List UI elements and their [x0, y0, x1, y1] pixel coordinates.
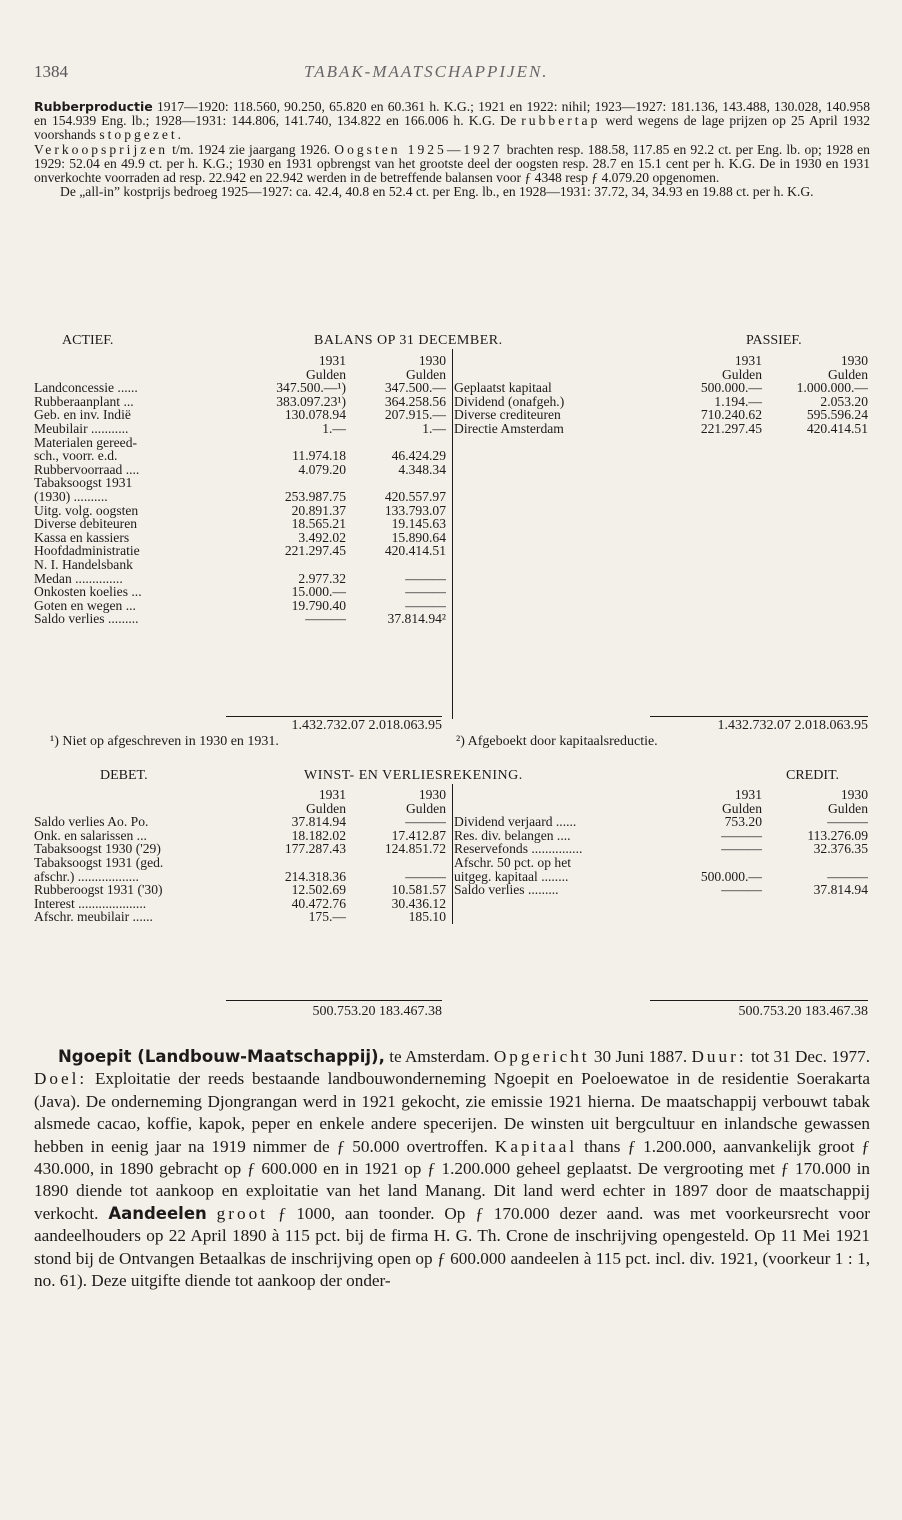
- value-1931: 18.565.21: [291, 516, 346, 532]
- cost-price-paragraph: De „all-in” kostprijs bedroeg 1925—1927: ca. 42.4, 40.8 en 52.4 ct. per Eng. lb., en 1928—1931: 37.72, 34, 34.93 en 19.88 ct. per h. K.G.: [60, 184, 814, 200]
- row-label: Tabaksoogst 1930 ('29): [34, 841, 161, 857]
- pl-debit-table: [34, 788, 446, 924]
- row-label: Saldo verlies .........: [454, 882, 559, 898]
- row-label: Dividend verjaard ......: [454, 814, 577, 830]
- value-1930: ———: [405, 570, 446, 586]
- row-label: Rubberoogst 1931 ('30): [34, 882, 163, 898]
- pl-right-totals: [650, 1004, 868, 1020]
- balance-asset-row: [34, 395, 446, 409]
- value-1930: ———: [405, 868, 446, 884]
- value-1930: 4.348.34: [398, 461, 446, 477]
- value-1930: ———: [405, 814, 446, 830]
- balance-column-divider: [452, 349, 453, 719]
- balance-asset-row: [34, 558, 446, 572]
- row-label: Interest ....................: [34, 895, 147, 911]
- rubber-production-paragraph: [34, 100, 870, 143]
- row-label: Rubbervoorraad ....: [34, 461, 140, 477]
- value-1930: 1.000.000.—: [796, 380, 868, 396]
- balance-liability-row: [454, 381, 868, 395]
- value-1930: [762, 856, 868, 870]
- row-label: Saldo verlies .........: [34, 611, 139, 627]
- balance-asset-row: [34, 544, 446, 558]
- row-label: Diverse crediteuren: [454, 407, 561, 423]
- value-1930: 10.581.57: [391, 882, 446, 898]
- value-1931: 175.—: [308, 909, 346, 925]
- company-name: Ngoepit (Landbouw-Maatschappij),: [58, 1047, 385, 1066]
- spaced-term: Verkoopsprijzen: [34, 141, 169, 157]
- currency-header: Gulden: [405, 800, 446, 816]
- balance-left-heading: ACTIEF.: [62, 333, 114, 348]
- value-1931: [256, 436, 346, 450]
- row-label: Geb. en inv. Indië: [34, 407, 131, 423]
- value-1930: ———: [827, 868, 868, 884]
- value-1931: 18.182.02: [291, 827, 346, 843]
- row-label: Landconcessie ......: [34, 380, 138, 396]
- spaced-term: Kapitaal: [494, 1136, 578, 1156]
- ngoepit-text: ƒ 1000, aan toonder. Op ƒ 170.000 dezer aand. was met voorkeursrecht voor aandeelhouders op 22 April 1890 à 115 pct. bij de firma H. G. Th. Crone de inschrijving opengesteld. Op 11 Mei 1921 stond bij de Ontvangen Betaalkas de inschrijving open op ƒ 600.000 aandeelen à 115 pct. incl. div. 1921, (voorkeur 1 : 1, no. 61). Deze uitgifte diende tot aankoop der onder-: [34, 1203, 871, 1291]
- year-header: 1931: [318, 353, 346, 368]
- pl-debit-row: [34, 842, 446, 856]
- row-label: Afschr. 50 pct. op het: [454, 854, 572, 870]
- value-1930: 595.596.24: [806, 407, 868, 423]
- value-1930: 133.793.07: [384, 502, 446, 518]
- row-label: Uitg. volg. oogsten: [34, 502, 139, 518]
- value-1931: ———: [721, 882, 762, 898]
- balance-asset-row: [34, 381, 446, 395]
- pl-right-total-rule: [650, 1000, 868, 1001]
- pl-left-heading: DEBET.: [100, 768, 148, 783]
- value-1931: 15.000.—: [291, 584, 346, 600]
- year-header: 1930: [418, 787, 446, 802]
- shares-heading: Aandeelen: [108, 1203, 207, 1223]
- value-1931: 40.472.76: [291, 895, 346, 911]
- balance-liability-row: [454, 408, 868, 422]
- value-1930: [346, 476, 446, 490]
- balance-assets-table: [34, 354, 446, 626]
- spaced-term: Opgericht: [493, 1047, 590, 1066]
- row-label: Reservefonds ...............: [454, 841, 583, 857]
- row-label: sch., voorr. e.d.: [34, 448, 118, 464]
- value-1930: [346, 856, 446, 870]
- row-label: Meubilair ...........: [34, 420, 129, 436]
- value-1930: 37.814.94²: [387, 611, 446, 627]
- spaced-term: Doel:: [34, 1069, 88, 1089]
- value-1930: 17.412.87: [391, 827, 446, 843]
- value-1930: 1.—: [422, 420, 446, 436]
- value-1931: [256, 856, 346, 870]
- currency-header: Gulden: [305, 366, 346, 382]
- running-title: TABAK-MAATSCHAPPIJEN.: [304, 62, 549, 81]
- value-1931: 20.891.37: [291, 502, 346, 518]
- pl-credit-row: [454, 870, 868, 884]
- value-1931: 2.977.32: [298, 570, 346, 586]
- balance-liabilities-table: [454, 354, 868, 436]
- spaced-term: stopgezet.: [99, 127, 185, 143]
- balance-asset-row: [34, 463, 446, 477]
- pl-right-heading: CREDIT.: [786, 768, 840, 783]
- pl-credit-table: [454, 788, 868, 897]
- balance-title: BALANS OP 31 DECEMBER.: [314, 333, 503, 348]
- balance-asset-row: [34, 531, 446, 545]
- balance-asset-row: [34, 517, 446, 531]
- pl-debit-row: [34, 856, 446, 870]
- value-1930: 347.500.—: [384, 380, 446, 396]
- pl-left-total-rule: [226, 1000, 442, 1001]
- year-header: 1930: [840, 353, 868, 368]
- ngoepit-text: te Amsterdam.: [384, 1047, 494, 1066]
- total-1931: 1.432.732.07: [291, 718, 365, 733]
- value-1930: 15.890.64: [391, 529, 446, 545]
- value-1931: [256, 558, 346, 572]
- pl-left-totals: [226, 1004, 442, 1020]
- sale-prices-paragraph: [34, 143, 870, 186]
- balance-asset-row: [34, 572, 446, 586]
- value-1930: 30.436.12: [391, 895, 446, 911]
- balance-asset-row: [34, 436, 446, 450]
- value-1931: 500.000.—: [700, 380, 762, 396]
- value-1930: 207.915.—: [384, 407, 446, 423]
- ngoepit-section: [34, 1046, 870, 1292]
- ngoepit-text: Exploitatie der reeds bestaande landbouwonderneming Ngoepit en Poeloewatoe in de residentie Soerakarta (Java). De onderneming Djongrangan werd in 1921 gekocht, zie emissie 1921 hierna. De maatschappij verbouwt tabak alsmede cacao, koffie, kapok, peper en enkele andere specerijen. De winsten uit bergcultuur en inlandsche gewassen hebben in eenig jaar na 1919 nimmer de ƒ 50.000 overtroffen.: [34, 1069, 870, 1156]
- spaced-term: Duur:: [691, 1047, 747, 1066]
- ngoepit-text: thans ƒ 1.200.000, aanvankelijk groot ƒ 430.000, in 1890 gebracht op ƒ 600.000 en in 1921 op ƒ 1.200.000 geheel geplaatst. De vergrooting met ƒ 170.000 in 1890 diende tot aankoop en exploitatie van het land Manang. Dit land werd echter in 1897 door de maatschappij verkocht.: [34, 1136, 870, 1223]
- balance-asset-row: [34, 449, 446, 463]
- year-header: 1931: [734, 353, 762, 368]
- pl-credit-row: [454, 883, 868, 897]
- value-1931: 500.000.—: [700, 868, 762, 884]
- value-1930: 32.376.35: [813, 841, 868, 857]
- value-1930: [346, 436, 446, 450]
- row-label: Rubberaanplant ...: [34, 393, 134, 409]
- value-1930: 113.276.09: [807, 827, 868, 843]
- total-1931: 1.432.732.07: [717, 718, 791, 733]
- ngoepit-text: 30 Juni 1887.: [589, 1047, 692, 1066]
- value-1931: 253.987.75: [284, 488, 346, 504]
- row-label: Onk. en salarissen ...: [34, 827, 147, 843]
- row-label: Materialen gereed-: [34, 434, 138, 450]
- value-1931: 12.502.69: [291, 882, 346, 898]
- row-label: Directie Amsterdam: [454, 420, 564, 436]
- row-label: Diverse debiteuren: [34, 516, 138, 532]
- row-label: Geplaatst kapitaal: [454, 380, 552, 396]
- pl-column-divider: [452, 784, 453, 924]
- balance-left-totals: [226, 718, 442, 734]
- year-header: 1931: [734, 787, 762, 802]
- spaced-term: groot: [216, 1203, 268, 1223]
- currency-header: Gulden: [305, 800, 346, 816]
- pl-credit-row: [454, 842, 868, 856]
- balance-asset-row: [34, 504, 446, 518]
- value-1931: 130.078.94: [284, 407, 346, 423]
- value-1931: ———: [721, 841, 762, 857]
- value-1931: 221.297.45: [700, 420, 762, 436]
- value-1931: 1.194.—: [714, 393, 762, 409]
- year-header: 1930: [418, 353, 446, 368]
- rubber-production-text-2: werd wegens de lage prijzen op 25 April 1932 voorshands: [34, 113, 870, 143]
- value-1930: 420.557.97: [384, 488, 446, 504]
- row-label: Onkosten koelies ...: [34, 584, 142, 600]
- currency-header: Gulden: [827, 366, 868, 382]
- currency-header: Gulden: [721, 800, 762, 816]
- pl-credit-row: [454, 829, 868, 843]
- value-1930: 37.814.94: [813, 882, 868, 898]
- balance-asset-row: [34, 476, 446, 490]
- total-1930: 183.467.38: [805, 1004, 868, 1019]
- currency-header: Gulden: [827, 800, 868, 816]
- value-1931: 383.097.23¹): [276, 393, 346, 409]
- page-header: [34, 62, 874, 88]
- value-1930: 420.414.51: [384, 543, 446, 559]
- pl-debit-row: [34, 910, 446, 924]
- pl-credit-row: [454, 815, 868, 829]
- pl-debit-row: [34, 883, 446, 897]
- row-label: Hoofdadministratie: [34, 543, 140, 559]
- balance-right-total-rule: [650, 716, 868, 717]
- row-label: Medan ..............: [34, 570, 123, 586]
- balance-right-totals: [650, 718, 868, 734]
- balance-asset-row: [34, 408, 446, 422]
- ngoepit-text: tot 31 Dec. 1977.: [746, 1047, 870, 1066]
- value-1931: 214.318.36: [284, 868, 346, 884]
- balance-liability-row: [454, 395, 868, 409]
- total-1931: 500.753.20: [312, 1004, 376, 1019]
- ngoepit-text: [207, 1204, 217, 1223]
- pl-debit-row: [34, 897, 446, 911]
- row-label: Goten en wegen ...: [34, 597, 136, 613]
- value-1930: ———: [405, 584, 446, 600]
- row-label: uitgeg. kapitaal ........: [454, 868, 569, 884]
- balance-asset-row: [34, 612, 446, 626]
- rubber-intro-section: [34, 100, 870, 199]
- total-1930: 183.467.38: [379, 1004, 442, 1019]
- value-1931: 347.500.—¹): [276, 380, 346, 396]
- pl-debit-row: [34, 815, 446, 829]
- pl-debit-row: [34, 829, 446, 843]
- balance-right-heading: PASSIEF.: [746, 333, 802, 348]
- pl-debit-row: [34, 870, 446, 884]
- row-label: Res. div. belangen ....: [454, 827, 571, 843]
- value-1931: 19.790.40: [291, 597, 346, 613]
- value-1931: 177.287.43: [284, 841, 346, 857]
- row-label: Tabaksoogst 1931 (ged.: [34, 854, 164, 870]
- spaced-term: rubbertap: [521, 113, 601, 129]
- value-1930: 185.10: [408, 909, 446, 925]
- pl-credit-row: [454, 856, 868, 870]
- year-header: 1930: [840, 787, 868, 802]
- value-1931: 4.079.20: [298, 461, 346, 477]
- balance-asset-row: [34, 422, 446, 436]
- value-1931: 3.492.02: [298, 529, 346, 545]
- balance-asset-row: [34, 599, 446, 613]
- value-1931: [256, 476, 346, 490]
- value-1930: 46.424.29: [391, 448, 446, 464]
- value-1930: 124.851.72: [384, 841, 446, 857]
- currency-header: Gulden: [405, 366, 446, 382]
- total-1931: 500.753.20: [738, 1004, 802, 1019]
- currency-header: Gulden: [721, 366, 762, 382]
- sale-prices-text-2: brachten resp. 188.58, 117.85 en 92.2 ct. per Eng. lb. op; 1928 en 1929: 52.04 en 49.9 ct. per h. K.G.; 1930 en 1931 opbrengst van het grootste deel der oogsten resp. 28.7 en 15.1 cent per h. K.G. De in 1930 en 1931 onverkochte voorraden ad resp. 22.942 en 22.942 werden in de betreffende balansen voor ƒ 4348 resp ƒ 4.079.20 opgenomen.: [34, 141, 870, 186]
- value-1931: ———: [721, 827, 762, 843]
- value-1930: ———: [827, 814, 868, 830]
- balance-left-total-rule: [226, 716, 442, 717]
- value-1930: [346, 558, 446, 572]
- value-1931: 221.297.45: [284, 543, 346, 559]
- value-1931: 753.20: [724, 814, 762, 830]
- row-label: Saldo verlies Ao. Po.: [34, 814, 149, 830]
- balance-liability-row: [454, 422, 868, 436]
- row-label: Dividend (onafgeh.): [454, 393, 565, 409]
- spaced-term: Oogsten 1925—1927: [334, 141, 503, 157]
- row-label: (1930) ..........: [34, 488, 108, 504]
- row-label: N. I. Handelsbank: [34, 556, 133, 572]
- value-1931: ———: [305, 611, 346, 627]
- value-1931: [670, 856, 762, 870]
- value-1930: 2.053.20: [820, 393, 868, 409]
- value-1931: 11.974.18: [292, 448, 346, 464]
- total-1930: 2.018.063.95: [794, 718, 868, 733]
- value-1930: 364.258.56: [384, 393, 446, 409]
- balance-asset-row: [34, 490, 446, 504]
- value-1930: 19.145.63: [391, 516, 446, 532]
- row-label: Tabaksoogst 1931: [34, 475, 133, 491]
- rubber-production-text: 1917—1920: 118.560, 90.250, 65.820 en 60.361 h. K.G.; 1921 en 1922: nihil; 1923—1927: 181.136, 143.488, 130.028, 140.958 en 154.939 Eng. lb.; 1928—1931: 144.806, 141.740, 134.822 en 166.006 h. K.G. De: [34, 99, 870, 129]
- total-1930: 2.018.063.95: [368, 718, 442, 733]
- year-header: 1931: [318, 787, 346, 802]
- row-label: Kassa en kassiers: [34, 529, 130, 545]
- balance-asset-row: [34, 585, 446, 599]
- sale-prices-text: t/m. 1924 zie jaargang 1926.: [168, 141, 335, 157]
- page-number: 1384: [34, 62, 68, 81]
- rubber-production-heading: Rubberproductie: [34, 99, 153, 114]
- value-1931: 710.240.62: [700, 407, 762, 423]
- pl-title: WINST- EN VERLIESREKENING.: [304, 768, 523, 783]
- row-label: Afschr. meubilair ......: [34, 909, 153, 925]
- value-1931: 37.814.94: [291, 814, 346, 830]
- balance-footnote-1: ¹) Niet op afgeschreven in 1930 en 1931.: [50, 734, 279, 749]
- value-1931: 1.—: [322, 420, 346, 436]
- value-1930: 420.414.51: [806, 420, 868, 436]
- value-1930: ———: [405, 597, 446, 613]
- row-label: afschr.) ..................: [34, 868, 139, 884]
- balance-footnote-2: ²) Afgeboekt door kapitaalsreductie.: [456, 734, 658, 749]
